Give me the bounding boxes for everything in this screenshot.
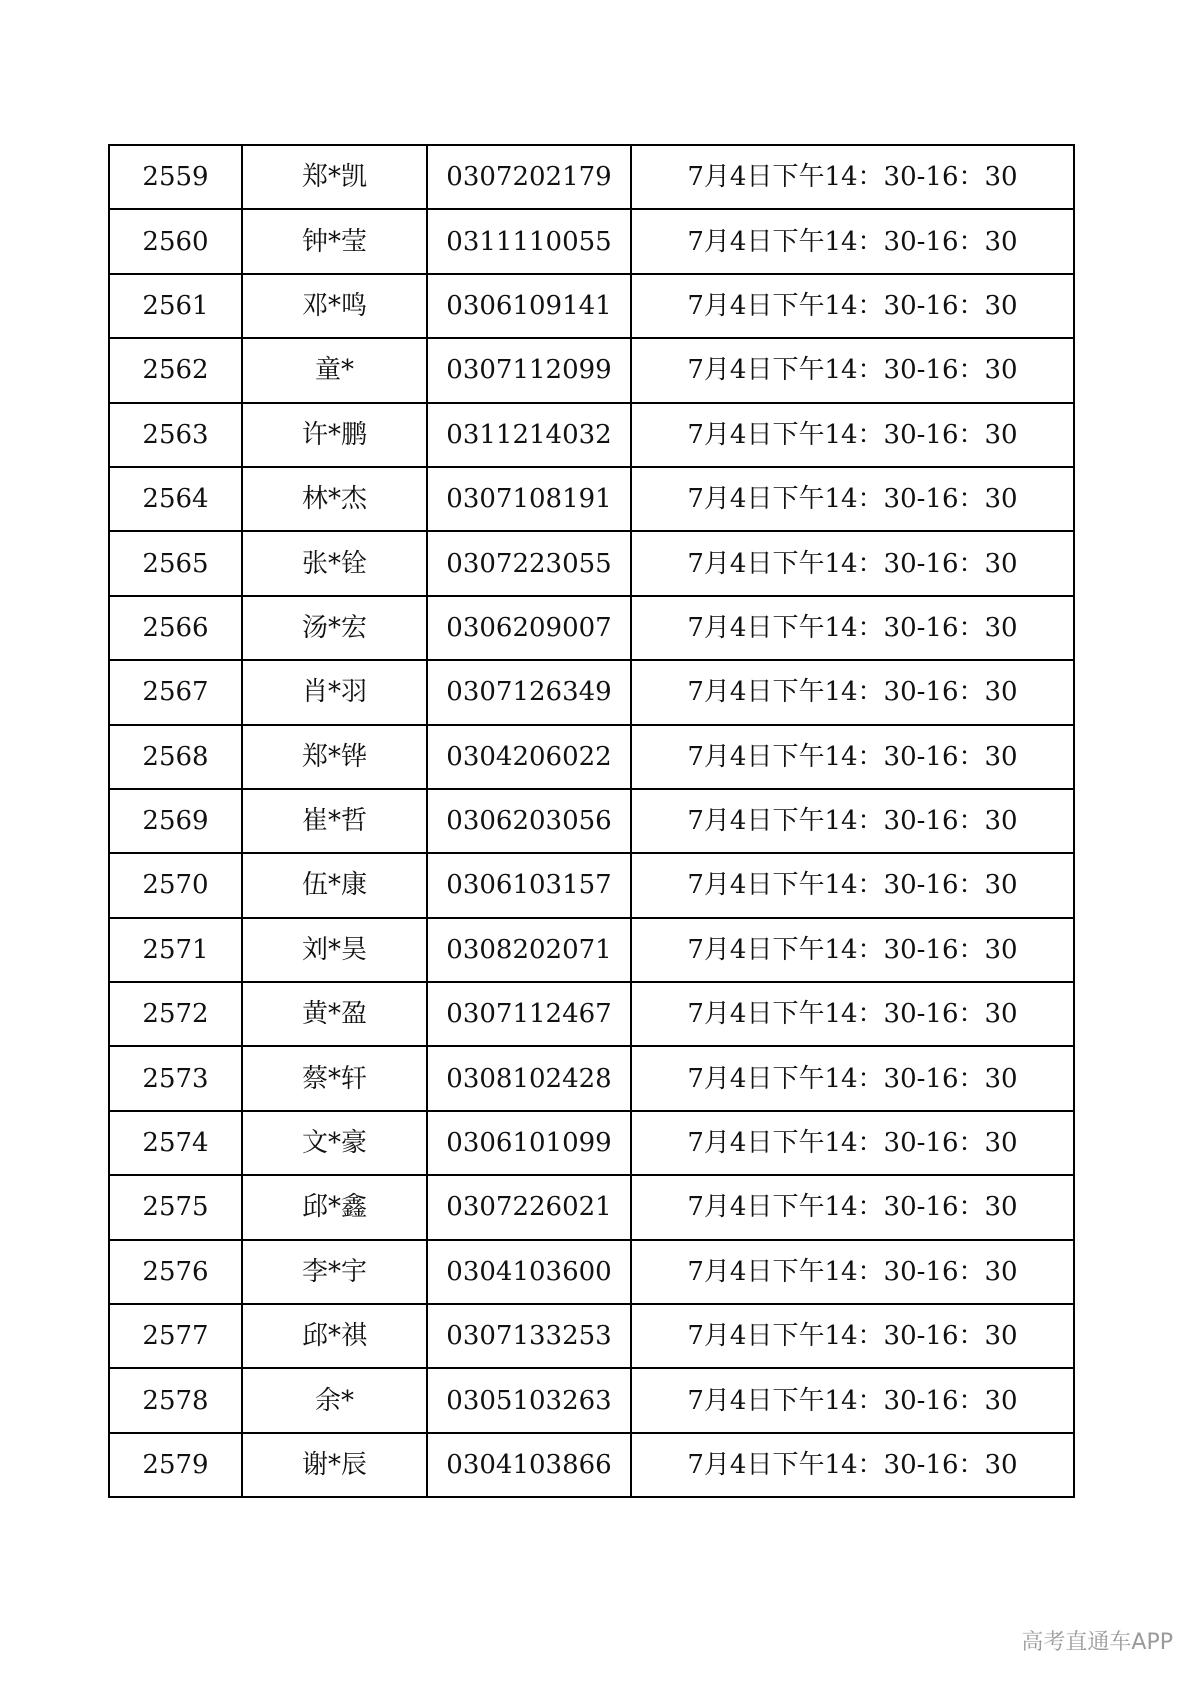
time-slot-cell: 7月4日下午14：30-16：30	[631, 531, 1074, 595]
roster-table-body	[109, 145, 1074, 1497]
table-row	[109, 1433, 1074, 1497]
row-number-cell: 2570	[109, 853, 242, 917]
candidate-id-cell: 0307223055	[427, 531, 631, 595]
name-cell: 钟*莹	[242, 209, 427, 273]
time-slot-cell: 7月4日下午14：30-16：30	[631, 403, 1074, 467]
table-row	[109, 1175, 1074, 1239]
candidate-id-cell: 0306209007	[427, 596, 631, 660]
table-row	[109, 789, 1074, 853]
table-row	[109, 209, 1074, 273]
row-number-cell: 2578	[109, 1368, 242, 1432]
row-number-cell: 2579	[109, 1433, 242, 1497]
table-row	[109, 596, 1074, 660]
candidate-id-cell: 0307133253	[427, 1304, 631, 1368]
candidate-id-cell: 0304103600	[427, 1240, 631, 1304]
row-number-cell: 2574	[109, 1111, 242, 1175]
time-slot-cell: 7月4日下午14：30-16：30	[631, 853, 1074, 917]
row-number-cell: 2576	[109, 1240, 242, 1304]
name-cell: 刘*昊	[242, 918, 427, 982]
candidate-id-cell: 0308202071	[427, 918, 631, 982]
candidate-id-cell: 0304103866	[427, 1433, 631, 1497]
candidate-id-cell: 0308102428	[427, 1046, 631, 1110]
row-number-cell: 2577	[109, 1304, 242, 1368]
name-cell: 文*豪	[242, 1111, 427, 1175]
row-number-cell: 2575	[109, 1175, 242, 1239]
row-number-cell: 2559	[109, 145, 242, 209]
table-row	[109, 1368, 1074, 1432]
time-slot-cell: 7月4日下午14：30-16：30	[631, 1433, 1074, 1497]
table-row	[109, 1111, 1074, 1175]
time-slot-cell: 7月4日下午14：30-16：30	[631, 789, 1074, 853]
table-row	[109, 274, 1074, 338]
time-slot-cell: 7月4日下午14：30-16：30	[631, 209, 1074, 273]
candidate-id-cell: 0307112099	[427, 338, 631, 402]
table-row	[109, 467, 1074, 531]
candidate-id-cell: 0306203056	[427, 789, 631, 853]
table-row	[109, 1304, 1074, 1368]
time-slot-cell: 7月4日下午14：30-16：30	[631, 725, 1074, 789]
time-slot-cell: 7月4日下午14：30-16：30	[631, 1046, 1074, 1110]
table-row	[109, 531, 1074, 595]
time-slot-cell: 7月4日下午14：30-16：30	[631, 338, 1074, 402]
time-slot-cell: 7月4日下午14：30-16：30	[631, 1175, 1074, 1239]
row-number-cell: 2573	[109, 1046, 242, 1110]
name-cell: 邱*祺	[242, 1304, 427, 1368]
candidate-id-cell: 0311214032	[427, 403, 631, 467]
time-slot-cell: 7月4日下午14：30-16：30	[631, 982, 1074, 1046]
row-number-cell: 2567	[109, 660, 242, 724]
table-row	[109, 725, 1074, 789]
candidate-id-cell: 0307126349	[427, 660, 631, 724]
table-row	[109, 660, 1074, 724]
name-cell: 谢*辰	[242, 1433, 427, 1497]
candidate-id-cell: 0306101099	[427, 1111, 631, 1175]
time-slot-cell: 7月4日下午14：30-16：30	[631, 1304, 1074, 1368]
time-slot-cell: 7月4日下午14：30-16：30	[631, 274, 1074, 338]
row-number-cell: 2565	[109, 531, 242, 595]
roster-table	[108, 144, 1075, 1498]
candidate-id-cell: 0307108191	[427, 467, 631, 531]
row-number-cell: 2572	[109, 982, 242, 1046]
candidate-id-cell: 0307112467	[427, 982, 631, 1046]
candidate-id-cell: 0306103157	[427, 853, 631, 917]
name-cell: 林*杰	[242, 467, 427, 531]
name-cell: 伍*康	[242, 853, 427, 917]
candidate-id-cell: 0306109141	[427, 274, 631, 338]
name-cell: 余*	[242, 1368, 427, 1432]
name-cell: 许*鹏	[242, 403, 427, 467]
name-cell: 郑*凯	[242, 145, 427, 209]
row-number-cell: 2560	[109, 209, 242, 273]
name-cell: 郑*铧	[242, 725, 427, 789]
row-number-cell: 2562	[109, 338, 242, 402]
row-number-cell: 2561	[109, 274, 242, 338]
time-slot-cell: 7月4日下午14：30-16：30	[631, 660, 1074, 724]
table-row	[109, 403, 1074, 467]
candidate-id-cell: 0307226021	[427, 1175, 631, 1239]
row-number-cell: 2568	[109, 725, 242, 789]
table-row	[109, 1240, 1074, 1304]
table-row	[109, 918, 1074, 982]
table-row	[109, 145, 1074, 209]
name-cell: 汤*宏	[242, 596, 427, 660]
candidate-id-cell: 0304206022	[427, 725, 631, 789]
row-number-cell: 2566	[109, 596, 242, 660]
time-slot-cell: 7月4日下午14：30-16：30	[631, 1240, 1074, 1304]
candidate-id-cell: 0307202179	[427, 145, 631, 209]
time-slot-cell: 7月4日下午14：30-16：30	[631, 1368, 1074, 1432]
row-number-cell: 2563	[109, 403, 242, 467]
row-number-cell: 2569	[109, 789, 242, 853]
candidate-id-cell: 0305103263	[427, 1368, 631, 1432]
row-number-cell: 2571	[109, 918, 242, 982]
row-number-cell: 2564	[109, 467, 242, 531]
table-row	[109, 1046, 1074, 1110]
time-slot-cell: 7月4日下午14：30-16：30	[631, 1111, 1074, 1175]
name-cell: 肖*羽	[242, 660, 427, 724]
time-slot-cell: 7月4日下午14：30-16：30	[631, 596, 1074, 660]
name-cell: 张*铨	[242, 531, 427, 595]
watermark-text: 高考直通车APP	[1021, 1630, 1173, 1655]
name-cell: 邱*鑫	[242, 1175, 427, 1239]
time-slot-cell: 7月4日下午14：30-16：30	[631, 467, 1074, 531]
name-cell: 蔡*轩	[242, 1046, 427, 1110]
table-row	[109, 853, 1074, 917]
time-slot-cell: 7月4日下午14：30-16：30	[631, 918, 1074, 982]
name-cell: 童*	[242, 338, 427, 402]
name-cell: 邓*鸣	[242, 274, 427, 338]
name-cell: 崔*哲	[242, 789, 427, 853]
time-slot-cell: 7月4日下午14：30-16：30	[631, 145, 1074, 209]
name-cell: 李*宇	[242, 1240, 427, 1304]
name-cell: 黄*盈	[242, 982, 427, 1046]
candidate-id-cell: 0311110055	[427, 209, 631, 273]
table-row	[109, 338, 1074, 402]
table-row	[109, 982, 1074, 1046]
